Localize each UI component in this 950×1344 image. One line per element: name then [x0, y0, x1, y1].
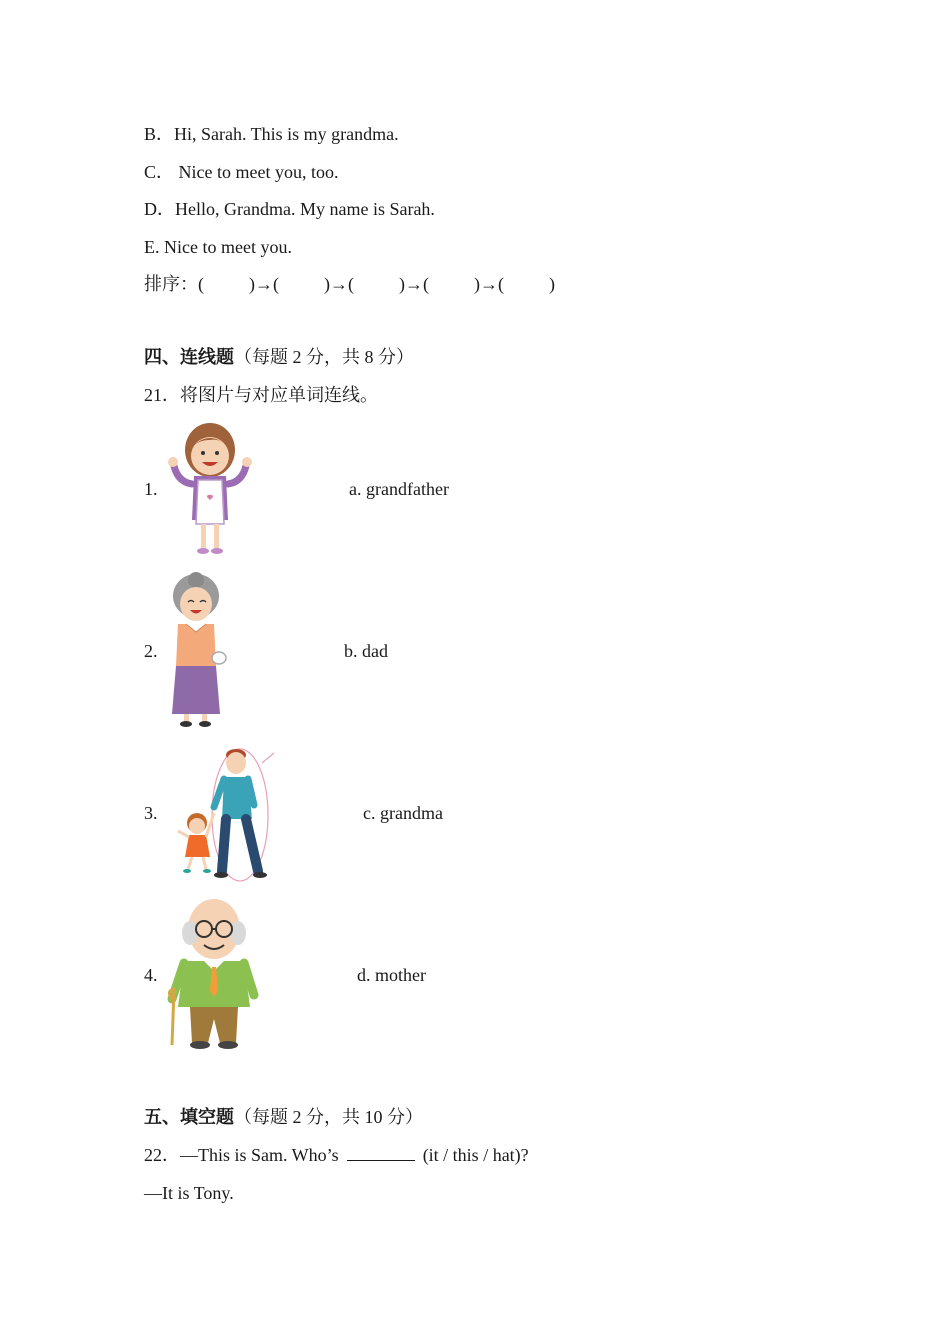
- question-22: 22．—This is Sam. Who’s (it / this / hat)?: [144, 1145, 529, 1165]
- grandfather-icon: [162, 895, 264, 1051]
- item-1-number: 1.: [144, 479, 158, 499]
- word-b: b. dad: [344, 641, 388, 661]
- order-line: 排序：( )→( )→( )→( )→( ): [144, 274, 555, 294]
- option-e: E. Nice to meet you.: [144, 237, 292, 257]
- question-22-answer: —It is Tony.: [144, 1183, 234, 1203]
- item-2-number: 2.: [144, 641, 158, 661]
- option-b: B．Hi, Sarah. This is my grandma.: [144, 124, 399, 144]
- option-c: C． Nice to meet you, too.: [144, 162, 339, 182]
- answer-blank[interactable]: [347, 1144, 415, 1161]
- option-d: D．Hello, Grandma. My name is Sarah.: [144, 199, 435, 219]
- item-3-number: 3.: [144, 803, 158, 823]
- mother-icon: [164, 420, 256, 558]
- question-21: 21．将图片与对应单词连线。: [144, 385, 378, 405]
- dad-icon: [172, 745, 278, 885]
- grandma-icon: [162, 572, 232, 728]
- section-5-title: 五、填空题（每题 2 分，共 10 分）: [144, 1107, 423, 1127]
- section-4-title: 四、连线题（每题 2 分，共 8 分）: [144, 347, 414, 367]
- word-a: a. grandfather: [349, 479, 449, 499]
- word-d: d. mother: [357, 965, 426, 985]
- item-4-number: 4.: [144, 965, 158, 985]
- word-c: c. grandma: [363, 803, 443, 823]
